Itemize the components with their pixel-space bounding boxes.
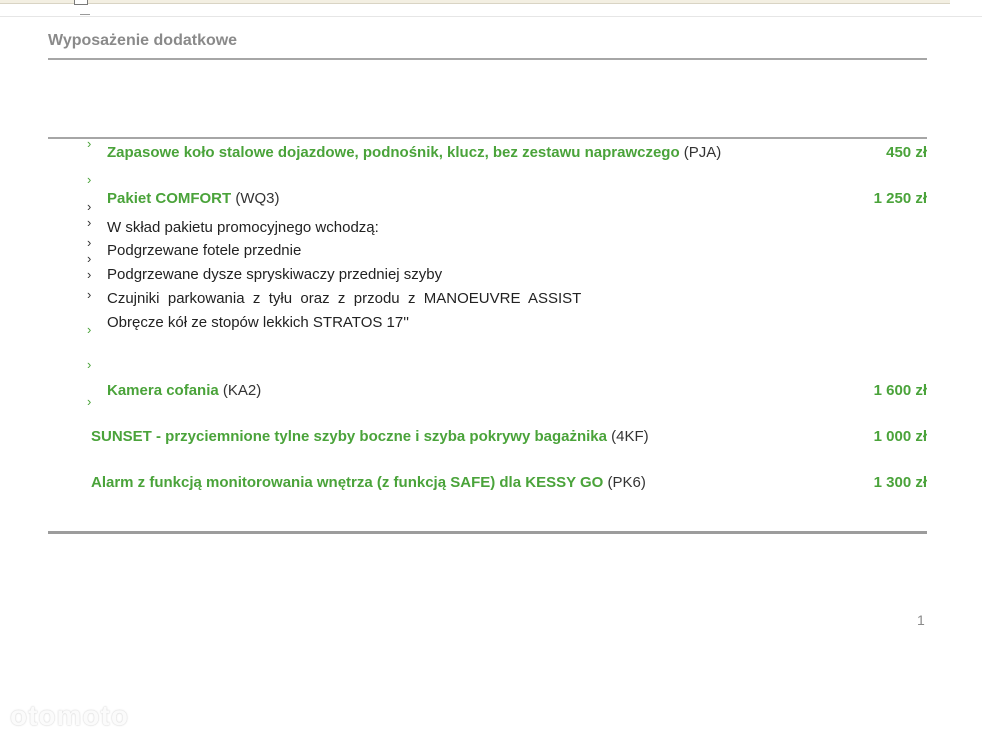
page-number: 1 — [917, 612, 925, 628]
package-detail-line: W skład pakietu promocyjnego wchodzą: — [107, 219, 379, 236]
watermark-logo: otomoto — [10, 700, 129, 731]
bullet-icon: › — [87, 251, 92, 266]
table-top-divider — [48, 137, 927, 139]
bullet-icon: › — [87, 357, 92, 372]
section-title: Wyposażenie dodatkowe — [48, 32, 238, 49]
item-row-rear-camera — [107, 382, 261, 399]
item-name: Kamera cofania — [107, 382, 219, 399]
item-price: 1 000 zł — [873, 428, 927, 445]
item-price: 450 zł — [886, 144, 927, 161]
item-price: 1 250 zł — [873, 190, 927, 207]
bullet-icon: › — [87, 199, 92, 214]
item-code: (PJA) — [683, 144, 722, 161]
package-detail-line: Podgrzewane dysze spryskiwaczy przedniej szyby — [107, 266, 443, 283]
package-detail-line: Obręcze kół ze stopów lekkich STRATOS 17'' — [107, 314, 409, 331]
bullet-icon: › — [87, 136, 92, 151]
item-price: 1 300 zł — [873, 474, 927, 491]
bullet-icon: › — [87, 215, 92, 230]
item-code: (4KF) — [611, 428, 649, 445]
bullet-icon: › — [87, 287, 92, 302]
item-name: Zapasowe koło stalowe dojazdowe, podnośnik, klucz, bez zestawu naprawczego — [107, 144, 680, 161]
top-marker-icon — [74, 0, 88, 5]
item-row-alarm — [91, 474, 646, 491]
top-toolbar-strip — [0, 0, 950, 4]
title-divider — [48, 58, 927, 60]
item-price: 1 600 zł — [873, 382, 927, 399]
item-code: (WQ3) — [235, 190, 280, 207]
item-row-comfort-package — [107, 190, 280, 207]
item-row-spare-wheel — [107, 144, 721, 161]
bullet-icon: › — [87, 235, 92, 250]
package-detail-line: Podgrzewane fotele przednie — [107, 242, 302, 259]
item-row-sunset — [91, 428, 649, 445]
page-top-edge — [0, 16, 982, 17]
item-name: Pakiet COMFORT — [107, 190, 232, 207]
bullet-icon: › — [87, 322, 92, 337]
item-name: Alarm z funkcją monitorowania wnętrza (z funkcją SAFE) dla KESSY GO — [91, 474, 604, 491]
top-tick-mark — [80, 14, 90, 15]
bullet-icon: › — [87, 172, 92, 187]
bullet-icon: › — [87, 394, 92, 409]
item-code: (KA2) — [222, 382, 262, 399]
table-bottom-divider — [48, 531, 927, 534]
item-name: SUNSET - przyciemnione tylne szyby boczne i szyba pokrywy bagażnika — [91, 428, 607, 445]
package-detail-line: Czujniki parkowania z tyłu oraz z przodu z MANOEUVRE ASSIST — [107, 290, 582, 307]
bullet-icon: › — [87, 267, 92, 282]
item-code: (PK6) — [607, 474, 646, 491]
